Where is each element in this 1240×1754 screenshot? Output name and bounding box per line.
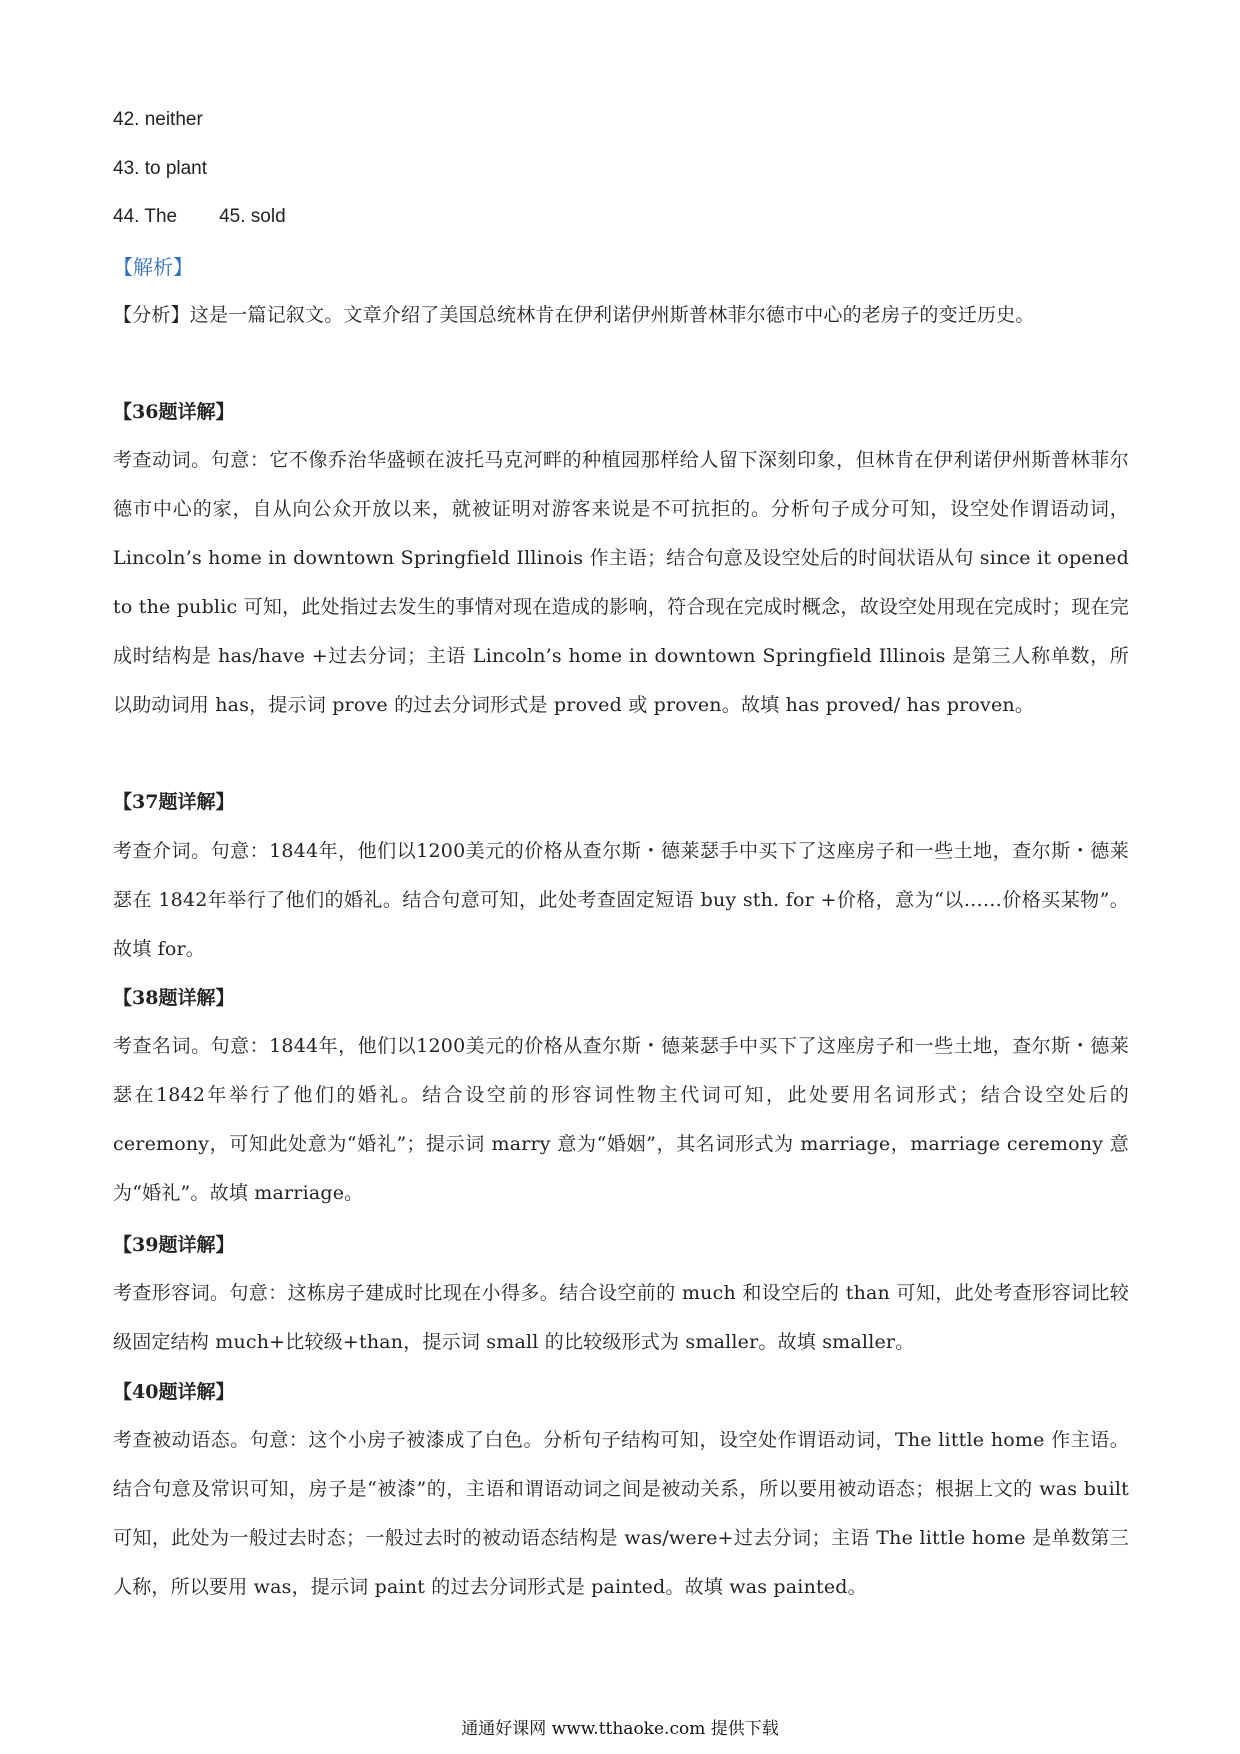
- answer-44-45-row: [113, 205, 286, 229]
- analysis-tag: 【解析】: [113, 255, 193, 279]
- section-heading-40: 【40题详解】: [113, 1381, 235, 1403]
- section-heading-37: 【37题详解】: [113, 791, 235, 813]
- section-text-38: 考查名词。句意：1844年，他们以1200美元的价格从查尔斯・德莱瑟手中买下了这座房子和一些土地，查尔斯・德莱瑟在1842年举行了他们的婚礼。结合设空前的形容词性物主代词可知，此处要用名词形式；结合设空处后的 ceremony，可知此处意为“婚礼”；提示词 marry 意为“婚姻”，其名词形式为 marriage，marriage ceremony 意为“婚礼”。故填 marriage。: [113, 1035, 1129, 1204]
- page-footer: 通通好课网 www.tthaoke.com 提供下载: [461, 1719, 779, 1739]
- analysis-paragraph: 【分析】这是一篇记叙文。文章介绍了美国总统林肯在伊利诺伊州斯普林菲尔德市中心的老房子的变迁历史。: [113, 304, 1035, 326]
- section-text-37: 考查介词。句意：1844年，他们以1200美元的价格从查尔斯・德莱瑟手中买下了这座房子和一些土地，查尔斯・德莱瑟在 1842年举行了他们的婚礼。结合句意可知，此处考查固定短语 buy sth. for +价格，意为“以……价格买某物”。故填 for。: [113, 840, 1129, 960]
- section-heading-39: 【39题详解】: [113, 1234, 235, 1256]
- answer-43: 43. to plant: [113, 158, 208, 179]
- section-text-36: 考查动词。句意：它不像乔治华盛顿在波托马克河畔的种植园那样给人留下深刻印象，但林肯在伊利诺伊州斯普林菲尔德市中心的家，自从向公众开放以来，就被证明对游客来说是不可抗拒的。分析句子成分可知，设空处作谓语动词，Lincoln’s home in downtown Springfield Illinois 作主语；结合句意及设空处后的时间状语从句 since it opened to the public 可知，此处指过去发生的事情对现在造成的影响，符合现在完成时概念，故设空处用现在完成时；现在完成时结构是 has/have +过去分词；主语 Lincoln’s home in downtown Springfield Illinois 是第三人称单数，所以助动词用 has，提示词 prove 的过去分词形式是 proved 或 proven。故填 has proved/ has proven。: [113, 449, 1129, 716]
- section-text-40: 考查被动语态。句意：这个小房子被漆成了白色。分析句子结构可知，设空处作谓语动词，The little home 作主语。结合句意及常识可知，房子是“被漆”的，主语和谓语动词之间是被动关系，所以要用被动语态；根据上文的 was built 可知，此处为一般过去时态；一般过去时的被动语态结构是 was/were+过去分词；主语 The little home 是单数第三人称，所以要用 was，提示词 paint 的过去分词形式是 painted。故填 was painted。: [113, 1429, 1129, 1598]
- section-heading-38: 【38题详解】: [113, 987, 235, 1009]
- answer-45: 45. sold: [219, 206, 286, 227]
- answer-42: 42. neither: [113, 109, 203, 130]
- answer-44: 44. The: [113, 206, 178, 227]
- section-text-39: 考查形容词。句意：这栋房子建成时比现在小得多。结合设空前的 much 和设空后的 than 可知，此处考查形容词比较级固定结构 much+比较级+than，提示词 small 的比较级形式为 smaller。故填 smaller。: [113, 1282, 1129, 1353]
- section-heading-36: 【36题详解】: [113, 401, 235, 423]
